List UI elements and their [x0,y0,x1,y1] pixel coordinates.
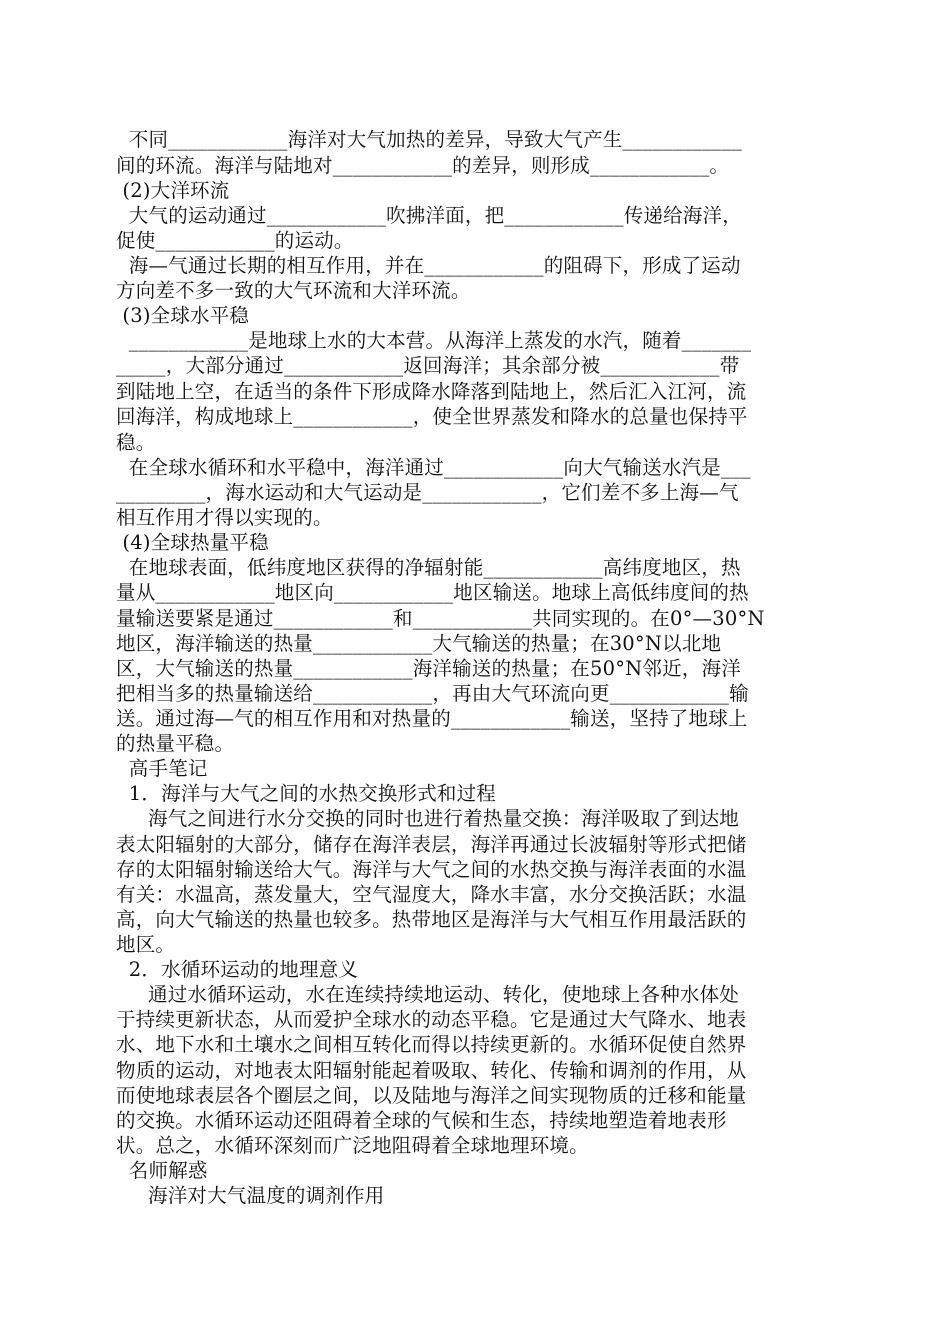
text-line: 2．水循环运动的地理意义 [116,958,359,981]
text-line: 区，大气输送的热量____________海洋输送的热量；在50°N邻近，海洋 [116,657,741,680]
text-line: 到陆地上空，在适当的条件下形成降水降落到陆地上，然后汇入江河，流 [116,380,747,403]
text-line: 海—气通过长期的相互作用，并在____________的阻碍下，形成了运动 [116,254,741,277]
text-line: 送。通过海—气的相互作用和对热量的____________输送，坚持了地球上 [116,707,748,730]
text-line: 量输送要紧是通过____________和____________共同实现的。在0°—30°N [116,607,765,630]
text-line: 间的环流。海洋与陆地对____________的差异，则形成____________。 [116,154,730,177]
text-line: _____，大部分通过____________返回海洋；其余部分被____________带 [116,354,740,377]
text-line: 水、地下水和土壤水之间相互转化而得以持续更新的。水循环促使自然界 [116,1033,747,1056]
text-line: ____________是地球上水的大本营。从海洋上蒸发的水汽，随着_______ [116,329,752,352]
text-line: 相互作用才得以实现的。 [116,506,333,529]
text-line: 通过水循环运动，水在连续持续地运动、转化，使地球上各种水体处 [116,983,739,1006]
text-line: 1．海洋与大气之间的水热交换形式和过程 [116,782,497,805]
text-line: 表太阳辐射的大部分，储存在海洋表层，海洋再通过长波辐射等形式把储 [116,833,747,856]
text-line: 量从____________地区向____________地区输送。地球上高低纬度间的热 [116,581,749,604]
text-line: 物质的运动，对地表太阳辐射能起着吸取、转化、传输和调剂的作用，从 [116,1059,747,1082]
text-line: (3)全球水平稳 [116,304,250,327]
text-line: (2)大洋环流 [116,179,230,202]
text-line: _________，海水运动和大气运动是____________，它们差不多上海—气 [116,481,739,504]
text-line: 促使____________的运动。 [116,229,354,252]
text-line: 的交换。水循环运动还阻碍着全球的气候和生态，持续地塑造着地表形 [116,1109,727,1132]
text-line: 地区。 [116,933,176,956]
text-line: 而使地球表层各个圈层之间，以及陆地与海洋之间实现物质的迁移和能量 [116,1084,747,1107]
text-line: 的热量平稳。 [116,732,235,755]
text-line: 把相当多的热量输送给____________，再由大气环流向更____________输 [116,682,749,705]
text-line: 不同____________海洋对大气加热的差异，导致大气产生____________ [116,128,742,151]
text-line: 高，向大气输送的热量也较多。热带地区是海洋与大气相互作用最活跃的 [116,908,747,931]
text-line: 有关：水温高，蒸发量大，空气湿度大，降水丰富，水分交换活跃；水温 [116,883,747,906]
text-line: 海洋对大气温度的调剂作用 [116,1184,385,1207]
text-line: 在全球水循环和水平稳中，海洋通过____________向大气输送水汽是___ [116,456,751,479]
text-line: 回海洋，构成地球上____________，使全世界蒸发和降水的总量也保持平 [116,405,748,428]
text-line: 稳。 [116,431,156,454]
text-line: 方向差不多一致的大气环流和大洋环流。 [116,279,471,302]
text-line: 地区，海洋输送的热量____________大气输送的热量；在30°N以北地 [116,632,722,655]
text-line: 海气之间进行水分交换的同时也进行着热量交换：海洋吸取了到达地 [116,807,739,830]
text-line: 存的太阳辐射输送给大气。海洋与大气之间的水热交换与海洋表面的水温 [116,858,747,881]
text-line: (4)全球热量平稳 [116,531,269,554]
text-line: 在地球表面，低纬度地区获得的净辐射能____________高纬度地区，热 [116,556,741,579]
text-line: 大气的运动通过____________吹拂洋面，把____________传递给海洋， [116,204,742,227]
text-line: 名师解惑 [116,1159,208,1182]
text-line: 高手笔记 [116,757,208,780]
text-line: 状。总之，水循环深刻而广泛地阻碍着全球地理环境。 [116,1134,589,1157]
text-line: 于持续更新状态，从而爱护全球水的动态平稳。它是通过大气降水、地表 [116,1008,747,1031]
